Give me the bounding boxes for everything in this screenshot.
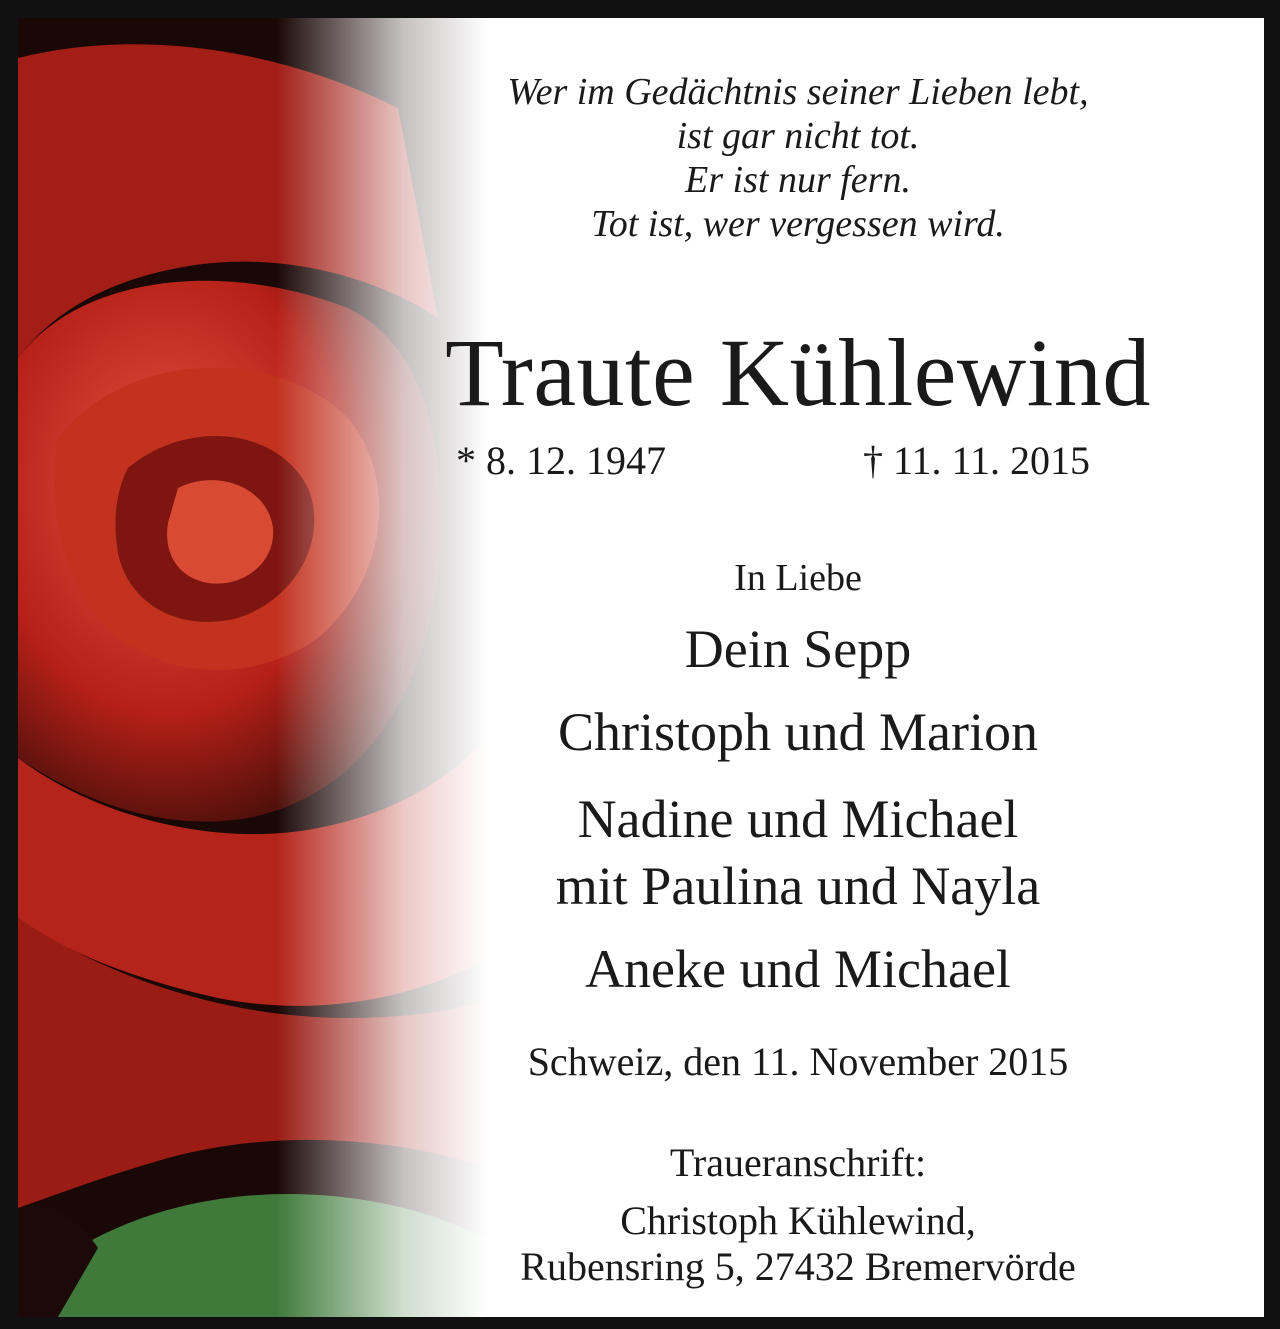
mourner-line: Dein Sepp (684, 619, 912, 679)
mourner-line: Christoph und Marion (558, 702, 1038, 762)
quote-line-3: Er ist nur fern. (685, 159, 911, 201)
mourner-line: mit Paulina und Nayla (555, 856, 1041, 916)
notice-text (348, 18, 1248, 1317)
mourner-line: Aneke und Michael (585, 939, 1011, 999)
mourners-intro: In Liebe (734, 557, 862, 599)
quote-line-2: ist gar nicht tot. (676, 115, 920, 157)
quote-line-4: Tot ist, wer vergessen wird. (591, 203, 1005, 245)
deceased-name: Traute Kühlewind (445, 319, 1151, 426)
place-date: Schweiz, den 11. November 2015 (527, 1039, 1069, 1084)
mourner-line: Nadine und Michael (577, 789, 1019, 849)
address-line-1: Christoph Kühlewind, (620, 1198, 976, 1243)
quote-line-1: Wer im Gedächtnis seiner Lieben lebt, (507, 71, 1089, 113)
address-label: Traueranschrift: (669, 1140, 927, 1185)
death-date: † 11. 11. 2015 (863, 438, 1091, 483)
life-dates (348, 436, 1248, 486)
address-line-2: Rubensring 5, 27432 Bremervörde (520, 1244, 1076, 1289)
birth-date: * 8. 12. 1947 (456, 438, 666, 483)
